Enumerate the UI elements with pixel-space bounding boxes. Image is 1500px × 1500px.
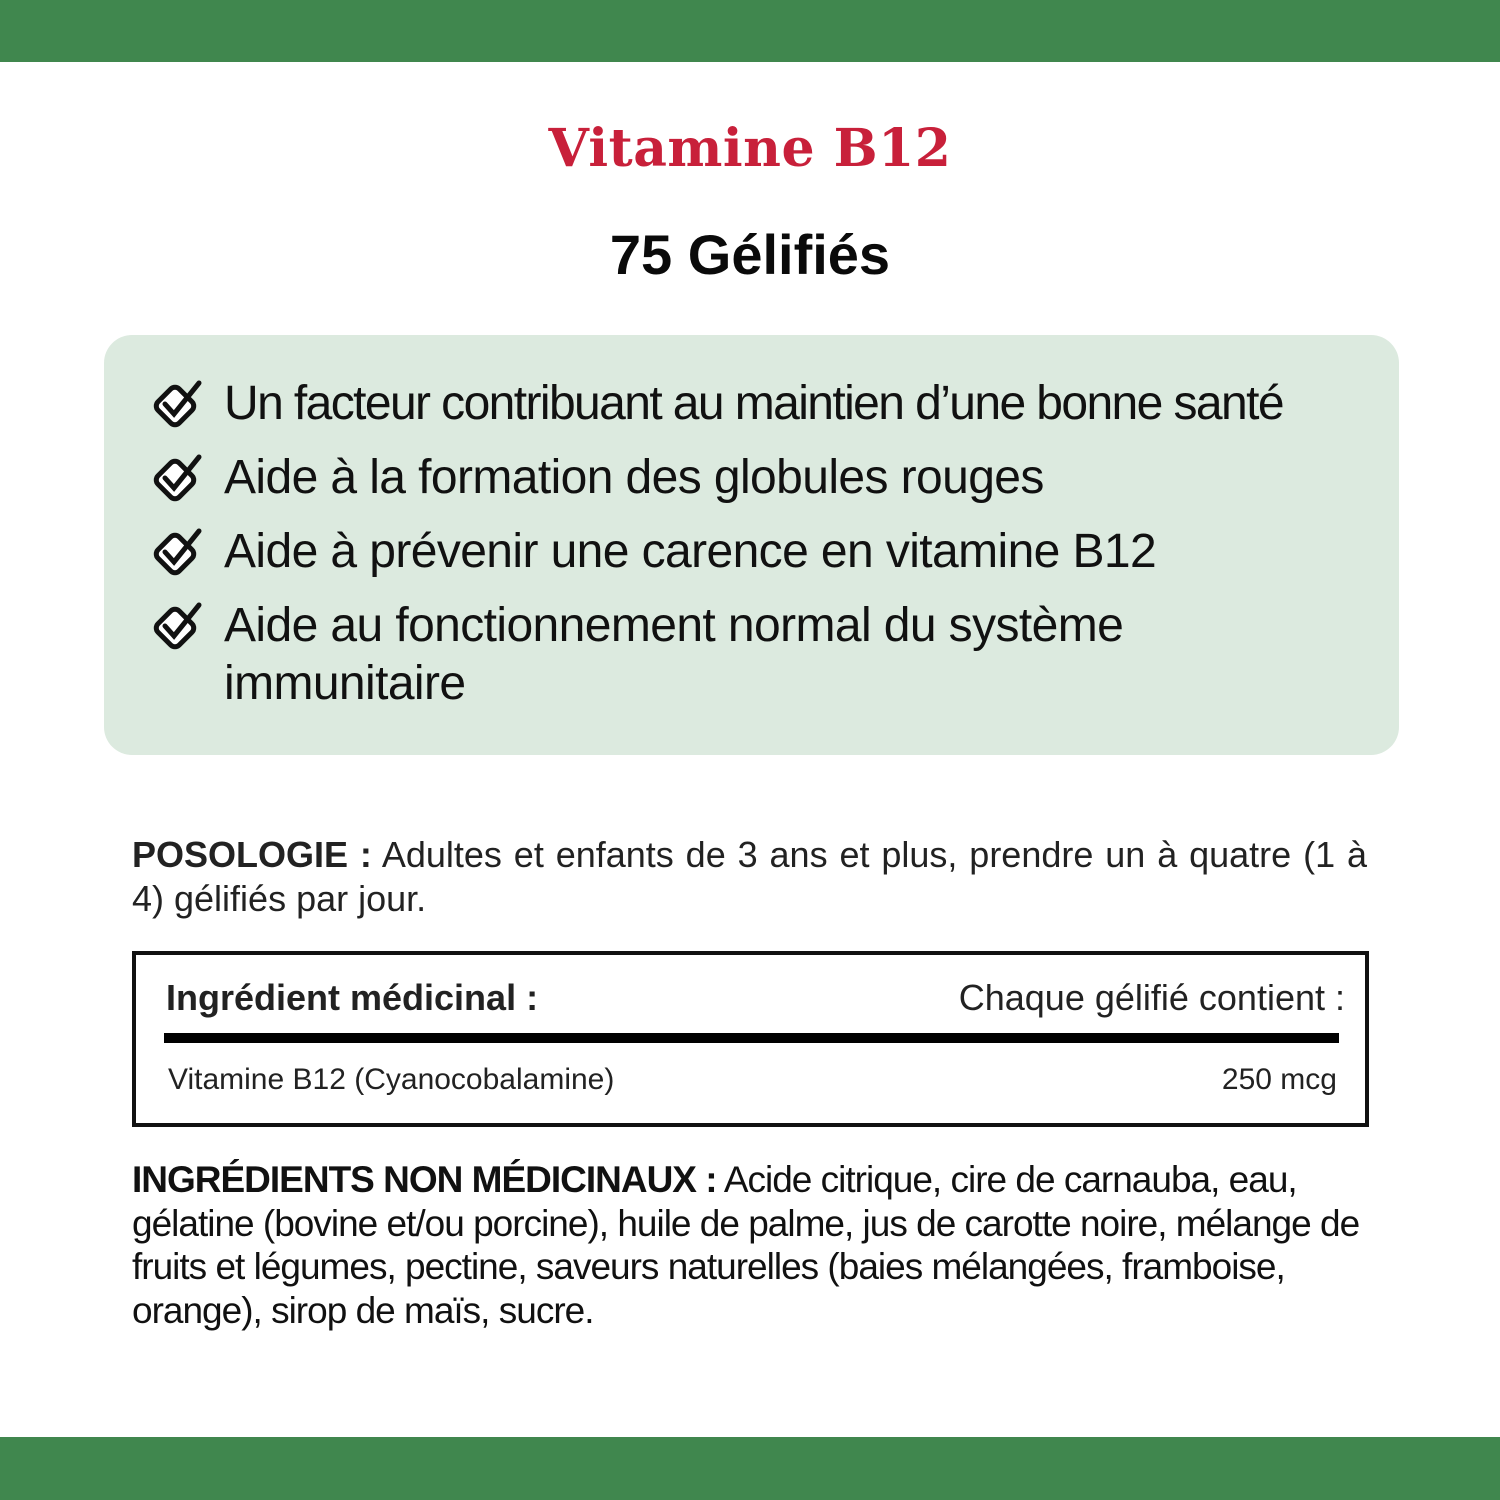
- check-diamond-icon: [146, 523, 208, 585]
- product-count: 75 Gélifiés: [609, 223, 891, 286]
- table-row: [168, 1063, 1337, 1097]
- posologie-text: Adultes et enfants de 3 ans et plus, prendre un à quatre (1 à 4) gélifiés par jour.: [132, 834, 1367, 919]
- benefit-item: [146, 523, 1379, 585]
- top-green-bar: [0, 0, 1500, 62]
- ingredient-name: Vitamine B12 (Cyanocobalamine): [168, 1063, 615, 1096]
- check-diamond-icon: [146, 597, 208, 659]
- bottom-green-bar: [0, 1437, 1500, 1500]
- product-title: Vitamine B12: [548, 118, 952, 179]
- posologie-paragraph: [132, 833, 1367, 921]
- ingredient-amount: 250 mcg: [1221, 1063, 1337, 1096]
- medicinal-ingredient-table: [132, 951, 1369, 1127]
- non-medicinal-label: INGRÉDIENTS NON MÉDICINAUX :: [132, 1159, 717, 1200]
- benefit-item: [146, 449, 1379, 511]
- benefit-text: Aide au fonctionnement normal du système immunitaire: [224, 599, 1124, 710]
- table-header: [166, 977, 1345, 1019]
- benefit-text: Aide à prévenir une carence en vitamine B12: [224, 525, 1157, 578]
- benefit-text: Aide à la formation des globules rouges: [224, 451, 1044, 504]
- check-diamond-icon: [146, 375, 208, 437]
- header-amount: Chaque gélifié contient :: [958, 977, 1345, 1018]
- header-ingredient: Ingrédient médicinal :: [166, 977, 539, 1018]
- posologie-label: POSOLOGIE :: [132, 834, 372, 875]
- benefit-text: Un facteur contribuant au maintien d’une bonne santé: [224, 377, 1283, 430]
- non-medicinal-text: Acide citrique, cire de carnauba, eau, gélatine (bovine et/ou porcine), huile de palme, jus de carotte noire, mélange de fruits et légumes, pectine, saveurs naturelles (baies mélangées, framboise, orange), sirop de maïs, sucre.: [132, 1159, 1360, 1331]
- table-divider: [164, 1033, 1339, 1043]
- benefit-item: [146, 375, 1379, 437]
- non-medicinal-paragraph: [132, 1158, 1372, 1332]
- benefits-box: [104, 335, 1399, 755]
- benefit-item: [146, 597, 1379, 713]
- check-diamond-icon: [146, 449, 208, 511]
